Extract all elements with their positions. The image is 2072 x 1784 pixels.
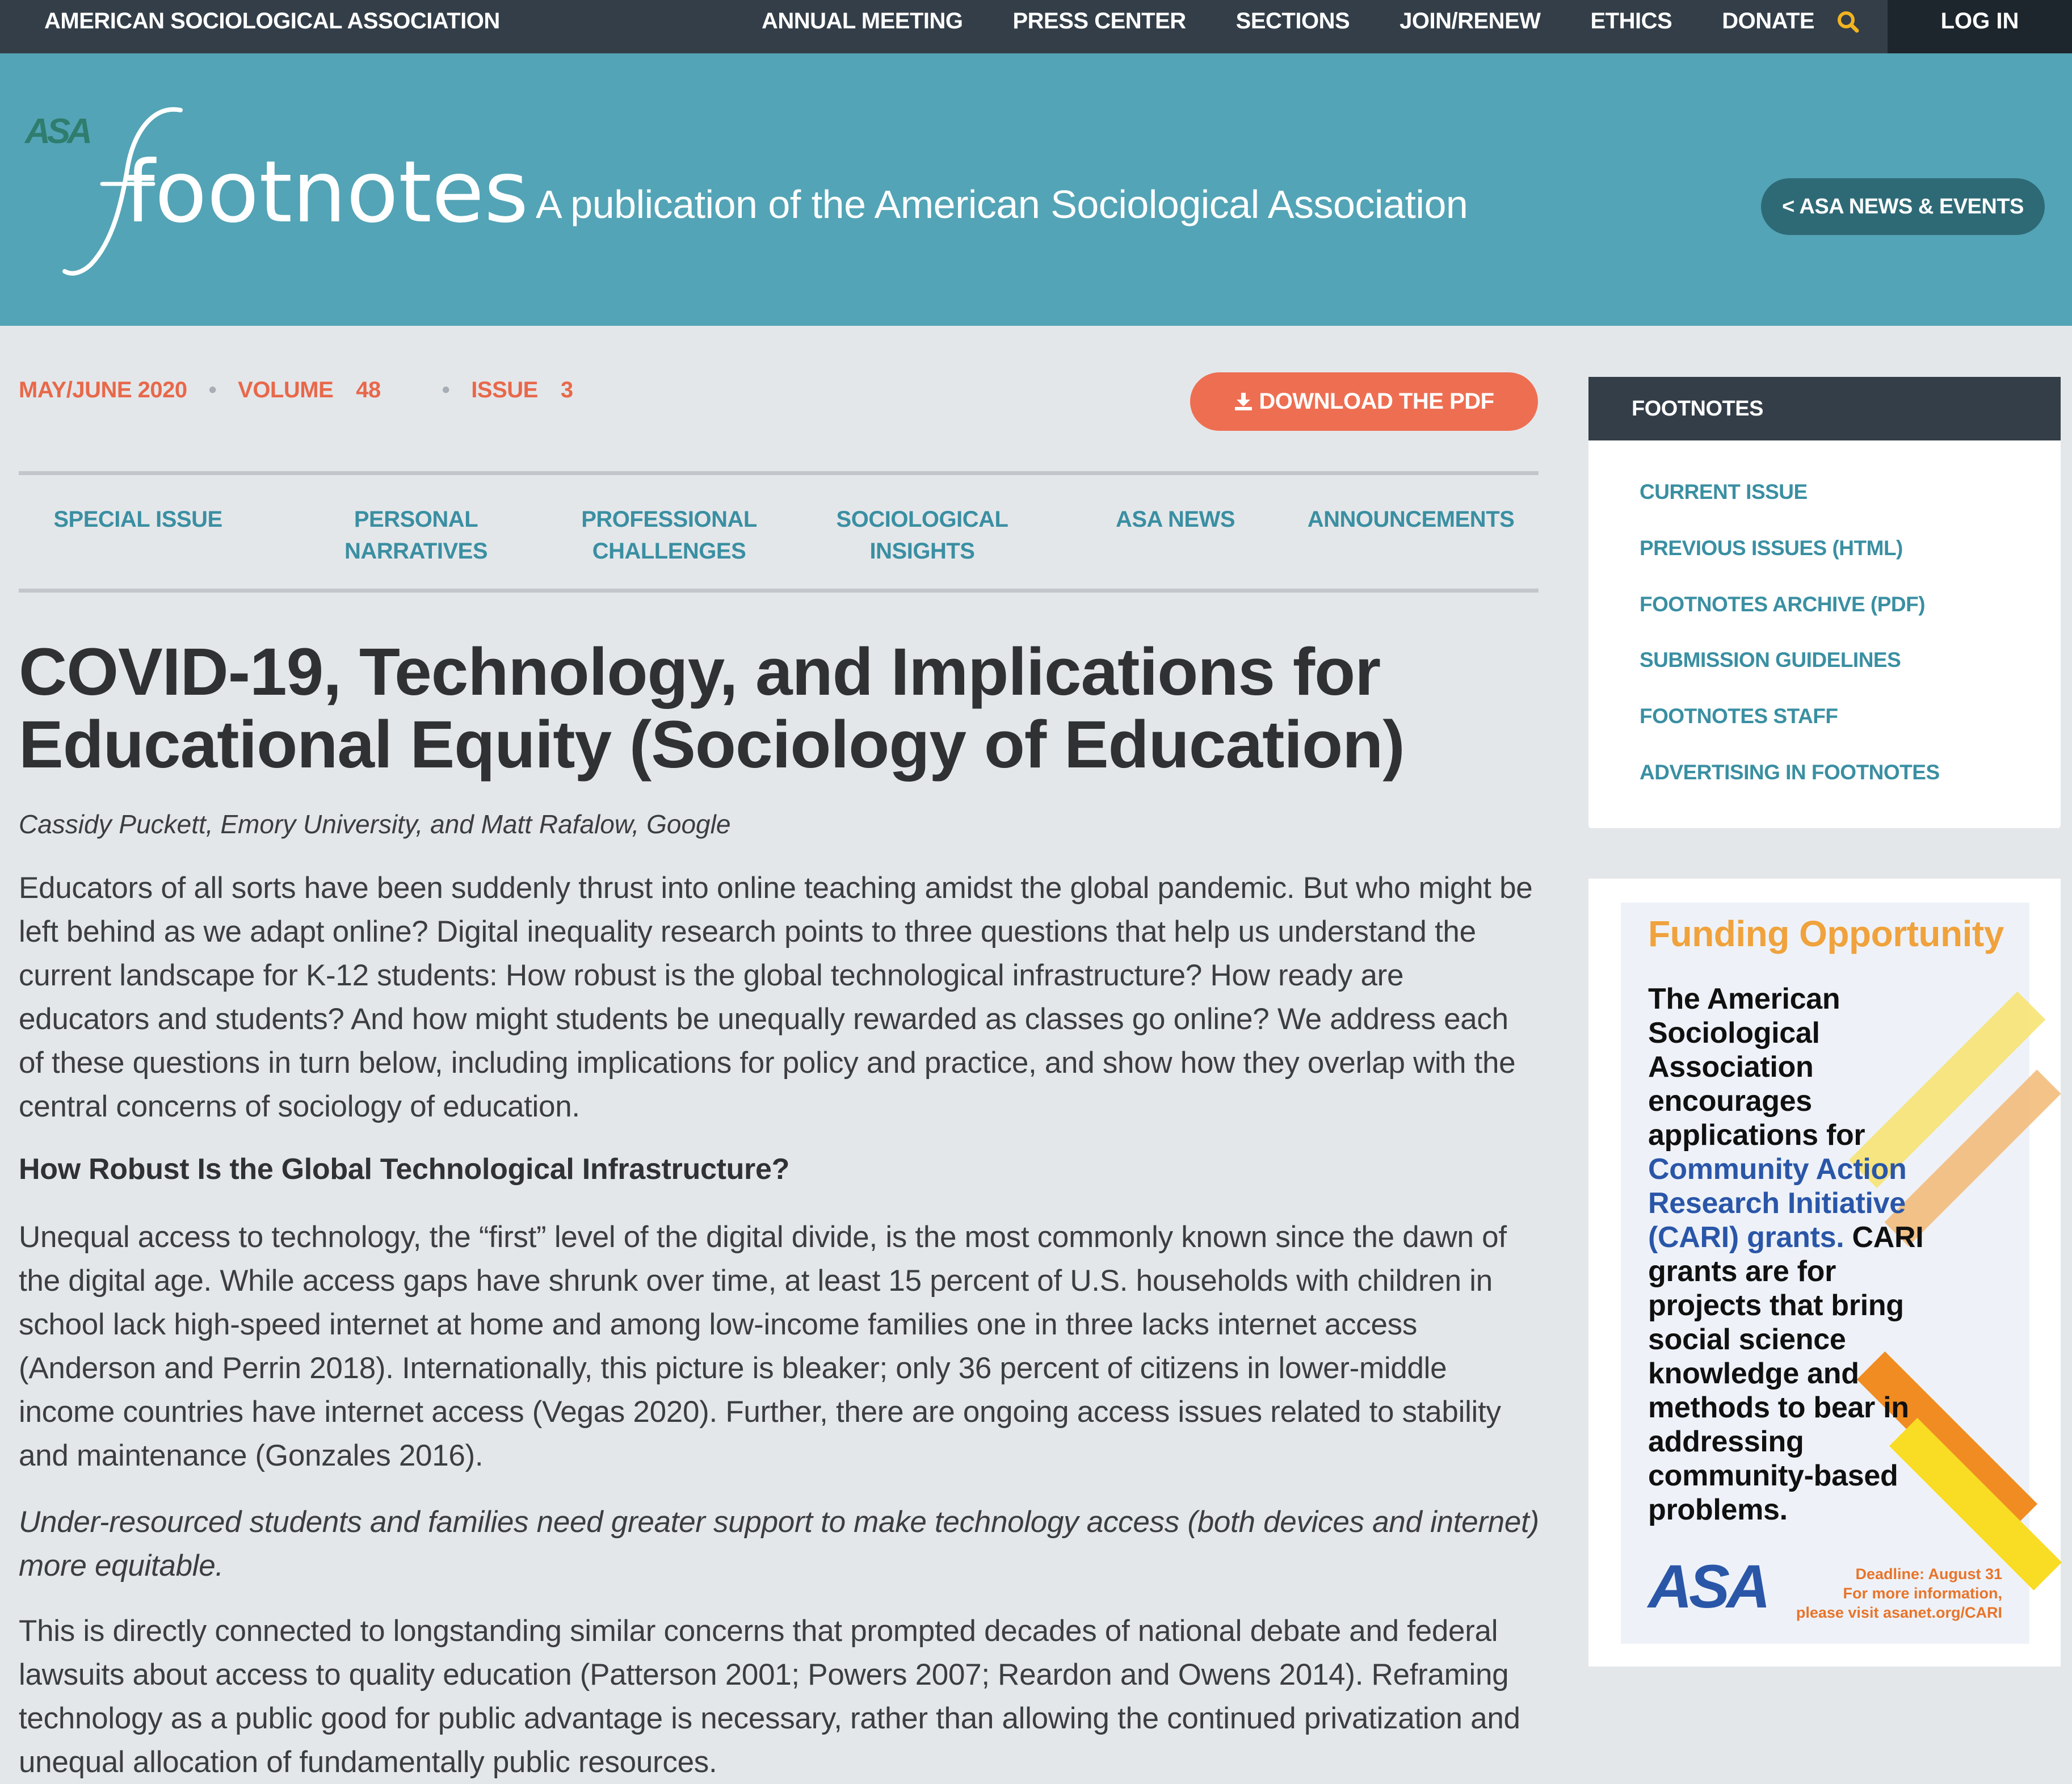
sidebar-link-advertising[interactable]: ADVERTISING IN FOOTNOTES: [1640, 761, 1940, 784]
section-heading-infrastructure: How Robust Is the Global Technological Infrastructure?: [19, 1153, 790, 1186]
sidebar-link-current-issue[interactable]: CURRENT ISSUE: [1640, 480, 1808, 503]
search-icon[interactable]: [1832, 6, 1866, 40]
top-navigation-bar: [0, 0, 2072, 53]
publication-tagline: A publication of the American Sociological Association: [536, 182, 1468, 226]
issue-label: ISSUE: [471, 377, 538, 402]
footnotes-banner: [0, 53, 2072, 326]
section-professional-challenges[interactable]: PROFESSIONAL CHALLENGES: [581, 507, 757, 564]
nav-join-renew[interactable]: JOIN/RENEW: [1399, 9, 1541, 33]
asa-news-events-button[interactable]: < ASA NEWS & EVENTS: [1761, 178, 2045, 235]
sidebar-link-archive-pdf[interactable]: FOOTNOTES ARCHIVE (PDF): [1640, 593, 1926, 616]
sidebar-link-footnotes-staff[interactable]: FOOTNOTES STAFF: [1640, 704, 1838, 728]
download-icon: [1234, 392, 1253, 411]
footnotes-sidebar: [1588, 377, 2061, 828]
nav-donate[interactable]: DONATE: [1722, 9, 1815, 33]
section-nav: [19, 471, 1539, 593]
ad-body: The American Sociological Association encourages applications for Community Action Research Initiative (CARI) grants. CARI grants are for projects that bring social science knowledge and methods to bear in addressing community-based problems.: [1648, 983, 1924, 1526]
nav-sections[interactable]: SECTIONS: [1235, 9, 1350, 33]
section-announcements[interactable]: ANNOUNCEMENTS: [1307, 507, 1515, 532]
svg-text:ASA: ASA: [25, 112, 89, 151]
issue-date: MAY/JUNE 2020: [19, 377, 187, 402]
section-special-issue[interactable]: SPECIAL ISSUE: [53, 507, 222, 532]
nav-ethics[interactable]: ETHICS: [1590, 9, 1672, 33]
article-authors: Cassidy Puckett, Emory University, and Matt Rafalow, Google: [19, 809, 731, 839]
ad-title: Funding Opportunity: [1648, 913, 2004, 954]
asa-home-link[interactable]: AMERICAN SOCIOLOGICAL ASSOCIATION: [44, 9, 500, 33]
footnotes-logo[interactable]: [23, 99, 529, 280]
advertisement-card: [1588, 879, 2061, 1667]
ad-highlight: Community Action Research Initiative (CARI) grants.: [1648, 1153, 1907, 1254]
download-pdf-button[interactable]: [1190, 372, 1538, 431]
separator-dot: •: [208, 377, 217, 402]
download-pdf-label: DOWNLOAD THE PDF: [1259, 389, 1494, 414]
sidebar-heading: FOOTNOTES: [1588, 377, 2061, 440]
article-emphasis-paragraph: Under-resourced students and families need greater support to make technology access (both devices and internet) more equitable.: [19, 1505, 1539, 1582]
article-intro-paragraph: Educators of all sorts have been suddenly thrust into online teaching amidst the global pandemic. But who might be left behind as we adapt online? Digital inequality research points to three questions that help us understand the current landscape for K-12 students: How robust is the global technological infrastructure? How ready are educators and students? And how might students be unequally rewarded as classes go online? We address each of these questions in turn below, including implications for policy and practice, and show how they overlap with the central concerns of sociology of education.: [19, 871, 1533, 1123]
issue-number: 3: [560, 377, 573, 402]
ad-deadline: Deadline: August 31 For more information, please visit asanet.org/CARI: [1796, 1565, 2002, 1621]
volume-number: 48: [356, 377, 381, 402]
separator-dot: •: [442, 377, 450, 402]
issue-info: [19, 377, 573, 403]
login-button[interactable]: LOG IN: [1888, 0, 2072, 53]
article-paragraph: This is directly connected to longstanding similar concerns that prompted decades of national debate and federal lawsuits about access to quality education (Patterson 2001; Powers 2007; Reardon and Owens 2014). Reframing technology as a public good for public advantage is necessary, rather than allowing the continued privatization and unequal allocation of fundamentally public resources.: [19, 1614, 1520, 1779]
article-title: COVID-19, Technology, and Implications for Educational Equity (Sociology of Education): [19, 635, 1405, 782]
cari-funding-ad[interactable]: [1621, 903, 2029, 1644]
sidebar-link-previous-issues[interactable]: PREVIOUS ISSUES (HTML): [1640, 536, 1903, 560]
svg-text:footnotes: footnotes: [125, 143, 529, 242]
section-sociological-insights[interactable]: SOCIOLOGICAL INSIGHTS: [836, 507, 1008, 564]
section-personal-narratives[interactable]: PERSONAL NARRATIVES: [344, 507, 488, 564]
top-nav: [762, 0, 1864, 53]
section-asa-news[interactable]: ASA NEWS: [1115, 507, 1235, 532]
nav-annual-meeting[interactable]: ANNUAL MEETING: [762, 9, 963, 33]
asa-logo: ASA: [1648, 1552, 1768, 1621]
volume-label: VOLUME: [238, 377, 334, 402]
article-paragraph: Unequal access to technology, the “first” level of the digital divide, is the most commonly known since the dawn of the digital age. While access gaps have shrunk over time, at least 15 percent of U.S. households with children in school lack high-speed internet at home and among low-income families one in three lacks internet access (Anderson and Perrin 2018). Internationally, this picture is bleaker; only 36 percent of citizens in lower-middle income countries have internet access (Vegas 2020). Further, there are ongoing access issues related to stability and maintenance (Gonzales 2016).: [19, 1220, 1507, 1472]
nav-press-center[interactable]: PRESS CENTER: [1012, 9, 1186, 33]
sidebar-link-submission-guidelines[interactable]: SUBMISSION GUIDELINES: [1640, 648, 1901, 671]
